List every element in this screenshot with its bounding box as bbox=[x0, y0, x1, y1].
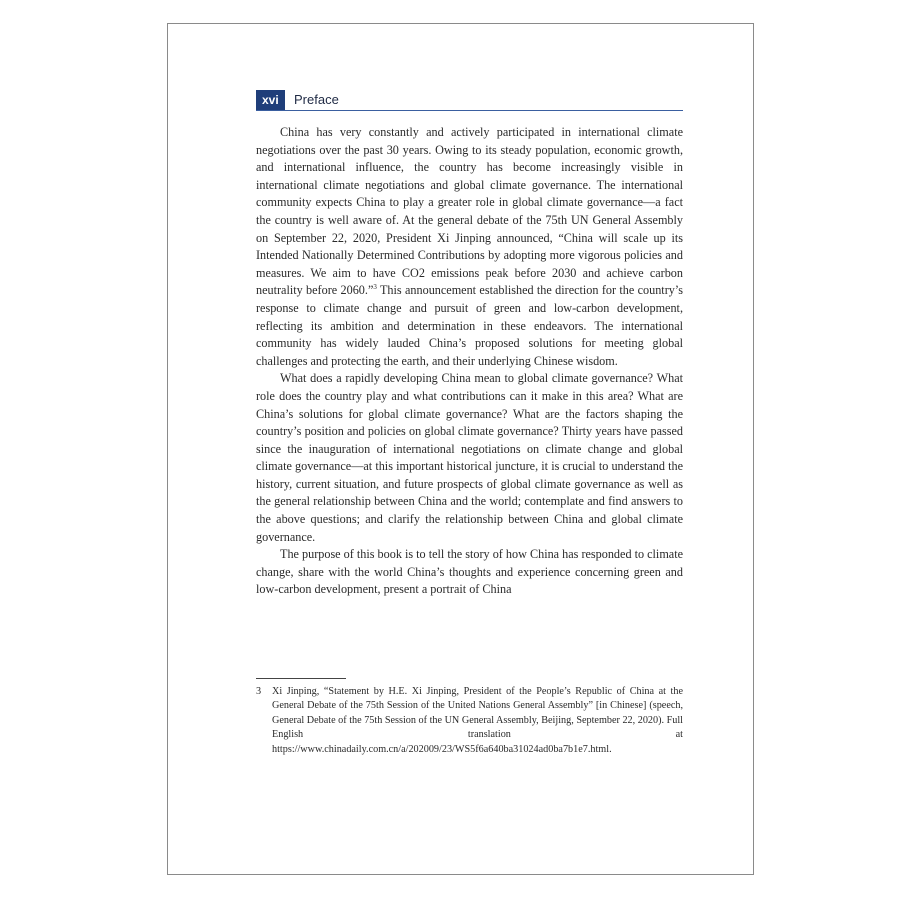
paragraph-text-continued: This announcement established the direction for the country’s response to climate change and pursuit of green and low-carbon development, reflecting its ambition and determination in these endeavors. The international community has widely lauded China’s proposed solutions for meeting global challenges and protecting the earth, and their underlying Chinese wisdom. bbox=[256, 283, 683, 368]
footnote-text: Xi Jinping, “Statement by H.E. Xi Jinping, President of the People’s Republic of China at the General Debate of the 75th Session of the United Nations General Assembly” [in Chinese] (speech, General Debate of the 75th Session of the UN General Assembly, Beijing, September 22, 2020). Full English translation at https://www.chinadaily.com.cn/a/202009/23/WS5f6a640ba31024ad0ba7b1e7.html. bbox=[272, 686, 684, 755]
footnote-reference: 3 bbox=[373, 283, 377, 292]
body-text bbox=[256, 124, 683, 599]
page-number: xvi bbox=[256, 90, 285, 110]
running-header bbox=[256, 90, 683, 111]
paragraph: What does a rapidly developing China mean to global climate governance? What role does the country play and what contributions can it make in this area? What are China’s solutions for global climate governance? What are the factors shaping the country’s position and policies on global climate governance? Thirty years have passed since the inauguration of international negotiations on climate change and global climate governance—at this important historical juncture, it is crucial to understand the history, current situation, and future prospects of global climate governance as well as the general relationship between China and the world; contemplate and find answers to the above questions; and clarify the relationship between China and global climate governance. bbox=[256, 371, 683, 544]
footnote-divider bbox=[256, 678, 346, 679]
footnote bbox=[256, 685, 683, 757]
paragraph-text: China has very constantly and actively participated in international climate negotiations over the past 30 years. Owing to its steady population, economic growth, and international influence, the country has become increasingly visible in international climate negotiations and global climate governance. The international community expects China to play a greater role in global climate governance—a fact the country is well aware of. At the general debate of the 75th UN General Assembly on September 22, 2020, President Xi Jinping announced, “China will scale up its Intended Nationally Determined Contributions by adopting more vigorous policies and measures. We aim to have CO2 emissions peak before 2030 and achieve carbon neutrality before 2060.” bbox=[256, 125, 683, 298]
footnotes bbox=[256, 685, 683, 757]
footnote-number: 3 bbox=[256, 686, 262, 697]
paragraph bbox=[256, 124, 683, 370]
paragraph: The purpose of this book is to tell the story of how China has responded to climate change, share with the world China’s thoughts and experience concerning green and low-carbon development, present a portrait of China bbox=[256, 547, 683, 597]
running-title: Preface bbox=[294, 92, 339, 107]
